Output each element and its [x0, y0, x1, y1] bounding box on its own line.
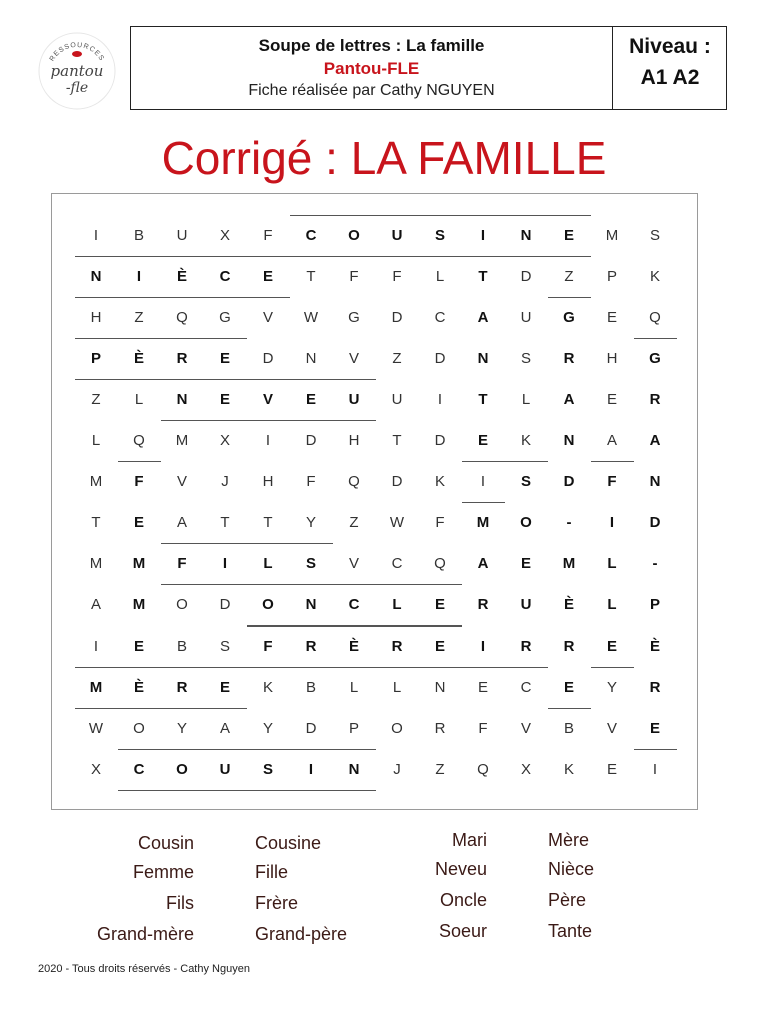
answer-line — [75, 708, 247, 709]
grid-letter: T — [220, 514, 230, 532]
grid-letter: E — [606, 308, 617, 326]
grid-letter: L — [349, 678, 359, 696]
grid-letter: I — [93, 226, 99, 244]
grid-letter: X — [219, 432, 230, 449]
logo-name: pantou — [50, 62, 104, 80]
grid-letter: G — [563, 308, 575, 326]
grid-letter: F — [263, 226, 273, 244]
grid-letter: E — [219, 678, 230, 696]
answer-line — [548, 297, 591, 298]
grid-letter: M — [562, 555, 576, 573]
grid-letter: R — [305, 637, 317, 655]
word-list-item: Neveu — [434, 859, 487, 879]
grid-letter: T — [306, 267, 316, 285]
grid-letter: B — [305, 678, 316, 696]
answer-line — [462, 256, 505, 257]
answer-line — [75, 338, 247, 339]
answer-line — [462, 502, 505, 503]
grid-letter: È — [176, 267, 187, 285]
grid-letter: N — [520, 226, 532, 244]
grid-letter: E — [606, 760, 617, 778]
grid-letter: Y — [262, 719, 273, 737]
grid-letter: I — [222, 555, 228, 573]
grid-letter: F — [349, 267, 359, 285]
grid-letter: B — [563, 719, 574, 737]
grid-letter: F — [435, 514, 445, 532]
grid-letter: K — [434, 473, 445, 491]
word-list-item: Grand-père — [255, 924, 348, 944]
grid-letter: N — [348, 760, 360, 778]
grid-letter: D — [434, 432, 446, 449]
grid-letter: T — [263, 514, 273, 532]
grid-letter: Z — [564, 267, 574, 285]
grid-letter: X — [90, 760, 101, 778]
grid-letter: W — [88, 719, 104, 737]
grid-letter: N — [305, 596, 317, 614]
answer-line — [247, 584, 462, 585]
answer-line — [591, 461, 634, 462]
grid-letter: E — [219, 390, 230, 408]
answer-line — [75, 256, 290, 257]
grid-letter: S — [520, 349, 531, 367]
grid-letter: X — [219, 226, 230, 244]
answer-line — [118, 667, 161, 668]
grid-letter: Q — [434, 555, 446, 573]
grid-letter: E — [606, 390, 617, 408]
grid-letter: C — [348, 596, 360, 614]
grid-letter: L — [521, 390, 531, 408]
grid-letter: V — [520, 719, 531, 737]
grid-letter: R — [649, 390, 661, 408]
level-label: Niveau : — [629, 35, 711, 58]
answer-line — [247, 626, 462, 627]
grid-letter: V — [606, 719, 617, 737]
grid-letter: E — [477, 432, 488, 449]
grid-letter: P — [649, 596, 660, 614]
grid-letter: A — [606, 432, 617, 449]
grid-letter: V — [348, 349, 359, 367]
grid-letter: G — [219, 308, 231, 326]
grid-letter: O — [520, 514, 532, 532]
grid-letter: C — [434, 308, 446, 326]
grid-letter: R — [520, 637, 532, 655]
grid-letter: S — [262, 760, 273, 778]
grid-letter: U — [348, 390, 360, 408]
grid-letter: R — [477, 596, 489, 614]
grid-letter: O — [133, 719, 145, 737]
grid-letter: I — [609, 514, 615, 532]
grid-letter: U — [520, 596, 532, 614]
grid-letter: I — [93, 637, 99, 655]
answer-line — [634, 338, 677, 339]
grid-letter: A — [219, 719, 230, 737]
grid-letter: I — [480, 226, 486, 244]
grid-letter: C — [520, 678, 532, 696]
grid-letter: È — [133, 349, 144, 367]
grid-letter: L — [134, 390, 144, 408]
grid-letter: E — [133, 514, 144, 532]
grid-letter: K — [262, 678, 273, 696]
answer-line — [75, 297, 290, 298]
grid-letter: R — [563, 637, 575, 655]
worksheet-title: Soupe de lettres : La famille — [258, 36, 485, 55]
grid-letter: F — [263, 637, 273, 655]
header-box — [130, 26, 727, 110]
copyright-footer: 2020 - Tous droits réservés - Cathy Nguyen — [38, 963, 250, 975]
answer-line — [290, 215, 591, 216]
grid-letter: Z — [134, 308, 144, 326]
word-search-grid — [51, 193, 698, 810]
grid-letter: X — [520, 760, 531, 778]
grid-letter: Z — [435, 760, 445, 778]
grid-letter: - — [652, 555, 658, 573]
grid-letter: S — [649, 226, 660, 244]
grid-letter: N — [477, 349, 489, 367]
grid-letter: E — [434, 637, 445, 655]
answer-line — [118, 790, 376, 791]
grid-letter: N — [649, 473, 661, 491]
header-info — [131, 27, 613, 109]
grid-letter: M — [132, 555, 146, 573]
grid-letter: M — [89, 678, 103, 696]
grid-letter: V — [348, 555, 359, 573]
grid-letter: V — [262, 308, 273, 326]
grid-letter: Y — [606, 678, 617, 696]
grid-letter: T — [91, 514, 101, 532]
grid-letter: H — [262, 473, 274, 491]
grid-letter: D — [434, 349, 446, 367]
grid-letter: R — [563, 349, 575, 367]
grid-letter: P — [348, 719, 359, 737]
word-list-item: Fille — [255, 862, 289, 882]
grid-letter: P — [606, 267, 617, 285]
grid-letter: U — [520, 308, 532, 326]
grid-letter: H — [348, 432, 360, 449]
grid-letter: E — [219, 349, 230, 367]
grid-letter: O — [176, 596, 188, 614]
grid-letter: I — [480, 637, 486, 655]
level-box — [614, 27, 726, 109]
grid-letter: Z — [349, 514, 359, 532]
grid-letter: E — [434, 596, 445, 614]
grid-letter: Z — [392, 349, 402, 367]
grid-letter: H — [90, 308, 102, 326]
word-list-item: Mère — [548, 830, 590, 850]
grid-letter: O — [391, 719, 403, 737]
grid-letter: S — [434, 226, 445, 244]
grid-letter: A — [649, 432, 661, 449]
grid-letter: F — [134, 473, 144, 491]
answer-line — [290, 256, 591, 257]
answer-line — [118, 749, 376, 750]
word-list-item: Nièce — [548, 859, 595, 879]
grid-letter: E — [606, 637, 617, 655]
grid-letter: B — [176, 637, 187, 655]
grid-letter: F — [177, 555, 187, 573]
grid-letter: E — [305, 390, 316, 408]
grid-letter: E — [563, 226, 574, 244]
answer-line — [161, 420, 376, 421]
grid-letter: S — [219, 637, 230, 655]
word-list-item: Soeur — [438, 921, 487, 941]
grid-letter: N — [176, 390, 188, 408]
grid-letter: L — [263, 555, 273, 573]
grid-letter: R — [434, 719, 446, 737]
grid-letter: Y — [305, 514, 316, 532]
word-list-item: Père — [548, 890, 587, 910]
answer-line — [634, 749, 677, 750]
grid-letter: N — [305, 349, 317, 367]
grid-letter: R — [649, 678, 661, 696]
grid-letter: L — [435, 267, 445, 285]
page-title: Corrigé : LA FAMILLE — [161, 132, 607, 184]
answer-line — [161, 543, 333, 544]
grid-letter: C — [391, 555, 403, 573]
grid-letter: L — [607, 596, 617, 614]
grid-letter: A — [477, 308, 489, 326]
answer-line — [161, 379, 376, 380]
grid-letter: E — [133, 637, 144, 655]
grid-letter: I — [308, 760, 314, 778]
grid-letter: L — [392, 596, 402, 614]
grid-letter: S — [520, 473, 531, 491]
logo-arc-text: RESSOURCES — [48, 41, 106, 63]
grid-letter: T — [392, 432, 402, 449]
grid-letter: Q — [477, 760, 489, 778]
grid-letter: E — [262, 267, 273, 285]
answer-line — [505, 667, 548, 668]
grid-letter: K — [649, 267, 660, 285]
grid-letter: D — [305, 432, 317, 449]
grid-letter: C — [305, 226, 317, 244]
pantou-fle-logo — [36, 30, 118, 112]
grid-letter: F — [306, 473, 316, 491]
answer-line — [247, 667, 462, 668]
grid-letter: D — [391, 473, 403, 491]
grid-letter: E — [520, 555, 531, 573]
grid-letter: D — [563, 473, 575, 491]
grid-letter: È — [563, 596, 574, 614]
grid-letter: A — [477, 555, 489, 573]
answer-line — [505, 461, 548, 462]
grid-letter: F — [607, 473, 617, 491]
grid-letter: T — [478, 390, 488, 408]
word-list-item: Grand-mère — [96, 924, 194, 944]
grid-letter: L — [392, 678, 402, 696]
grid-letter: J — [393, 760, 401, 778]
grid-letter: N — [90, 267, 102, 285]
answer-line — [548, 708, 591, 709]
grid-letter: R — [176, 678, 188, 696]
grid-letter: C — [133, 760, 145, 778]
grid-letter: U — [391, 226, 403, 244]
grid-letter: O — [176, 760, 188, 778]
grid-letter: M — [89, 473, 103, 491]
grid-letter: È — [649, 637, 660, 655]
grid-letter: C — [219, 267, 231, 285]
grid-letter: I — [480, 473, 486, 491]
grid-letter: H — [606, 349, 618, 367]
grid-letter: E — [563, 678, 574, 696]
grid-letter: D — [391, 308, 403, 326]
grid-letter: I — [652, 760, 658, 778]
grid-letter: M — [476, 514, 490, 532]
answer-line — [462, 461, 505, 462]
grid-letter: V — [262, 390, 273, 408]
grid-letter: D — [219, 596, 231, 614]
grid-letter: - — [566, 514, 572, 532]
grid-letter: M — [132, 596, 146, 614]
grid-letter: L — [607, 555, 617, 573]
grid-letter: D — [262, 349, 274, 367]
grid-letter: S — [305, 555, 316, 573]
grid-letter: K — [563, 760, 574, 778]
word-list-item: Femme — [132, 862, 194, 882]
grid-letter: F — [478, 719, 488, 737]
word-list-item: Frère — [255, 893, 299, 913]
answer-line — [75, 667, 247, 668]
grid-letter: F — [392, 267, 402, 285]
grid-letter: U — [219, 760, 231, 778]
grid-letter: G — [649, 349, 661, 367]
grid-letter: I — [265, 432, 271, 449]
grid-letter: B — [133, 226, 144, 244]
answer-line — [591, 667, 634, 668]
grid-letter: D — [649, 514, 661, 532]
grid-letter: L — [91, 432, 101, 449]
grid-letter: I — [437, 390, 443, 408]
grid-letter: P — [90, 349, 101, 367]
grid-letter: I — [136, 267, 142, 285]
word-list-item: Mari — [452, 830, 487, 850]
grid-letter: Z — [91, 390, 101, 408]
grid-letter: W — [303, 308, 319, 326]
grid-letter: N — [563, 432, 575, 449]
grid-letter: È — [348, 637, 359, 655]
grid-letter: Q — [133, 432, 145, 449]
grid-letter: D — [520, 267, 532, 285]
word-list-item: Cousin — [137, 833, 194, 853]
author-line: Fiche réalisée par Cathy NGUYEN — [248, 82, 495, 99]
grid-letter: W — [389, 514, 405, 532]
grid-letter: V — [176, 473, 187, 491]
grid-letter: A — [90, 596, 101, 614]
grid-letter: M — [89, 555, 103, 573]
grid-letter: Q — [176, 308, 188, 326]
grid-letter: Q — [348, 473, 360, 491]
grid-letter: A — [176, 514, 187, 532]
level-value: A1 A2 — [640, 66, 700, 89]
grid-letter: Y — [176, 719, 187, 737]
grid-letter: E — [477, 678, 488, 696]
word-list-item: Oncle — [439, 890, 487, 910]
grid-letter: E — [649, 719, 660, 737]
grid-letter: M — [605, 226, 619, 244]
grid-letter: U — [176, 226, 188, 244]
grid-letter: D — [305, 719, 317, 737]
grid-letter: R — [176, 349, 188, 367]
grid-letter: G — [348, 308, 360, 326]
grid-letter: R — [391, 637, 403, 655]
grid-letter: È — [133, 678, 144, 696]
grid-letter: T — [478, 267, 488, 285]
grid-letter: O — [348, 226, 360, 244]
word-list-item: Fils — [166, 893, 194, 913]
word-list-item: Tante — [548, 921, 593, 941]
grid-letter: M — [175, 432, 189, 449]
grid-letter: U — [391, 390, 403, 408]
grid-letter: N — [434, 678, 446, 696]
grid-letter: A — [563, 390, 575, 408]
word-list-item: Cousine — [255, 833, 322, 853]
grid-letter: K — [520, 432, 531, 449]
brand-name: Pantou-FLE — [323, 59, 420, 78]
grid-letter: Q — [649, 308, 661, 326]
answer-line — [462, 667, 505, 668]
grid-letter: O — [262, 596, 274, 614]
answer-line — [118, 461, 161, 462]
logo-suffix: -fle — [65, 80, 89, 96]
grid-letter: J — [221, 473, 229, 491]
